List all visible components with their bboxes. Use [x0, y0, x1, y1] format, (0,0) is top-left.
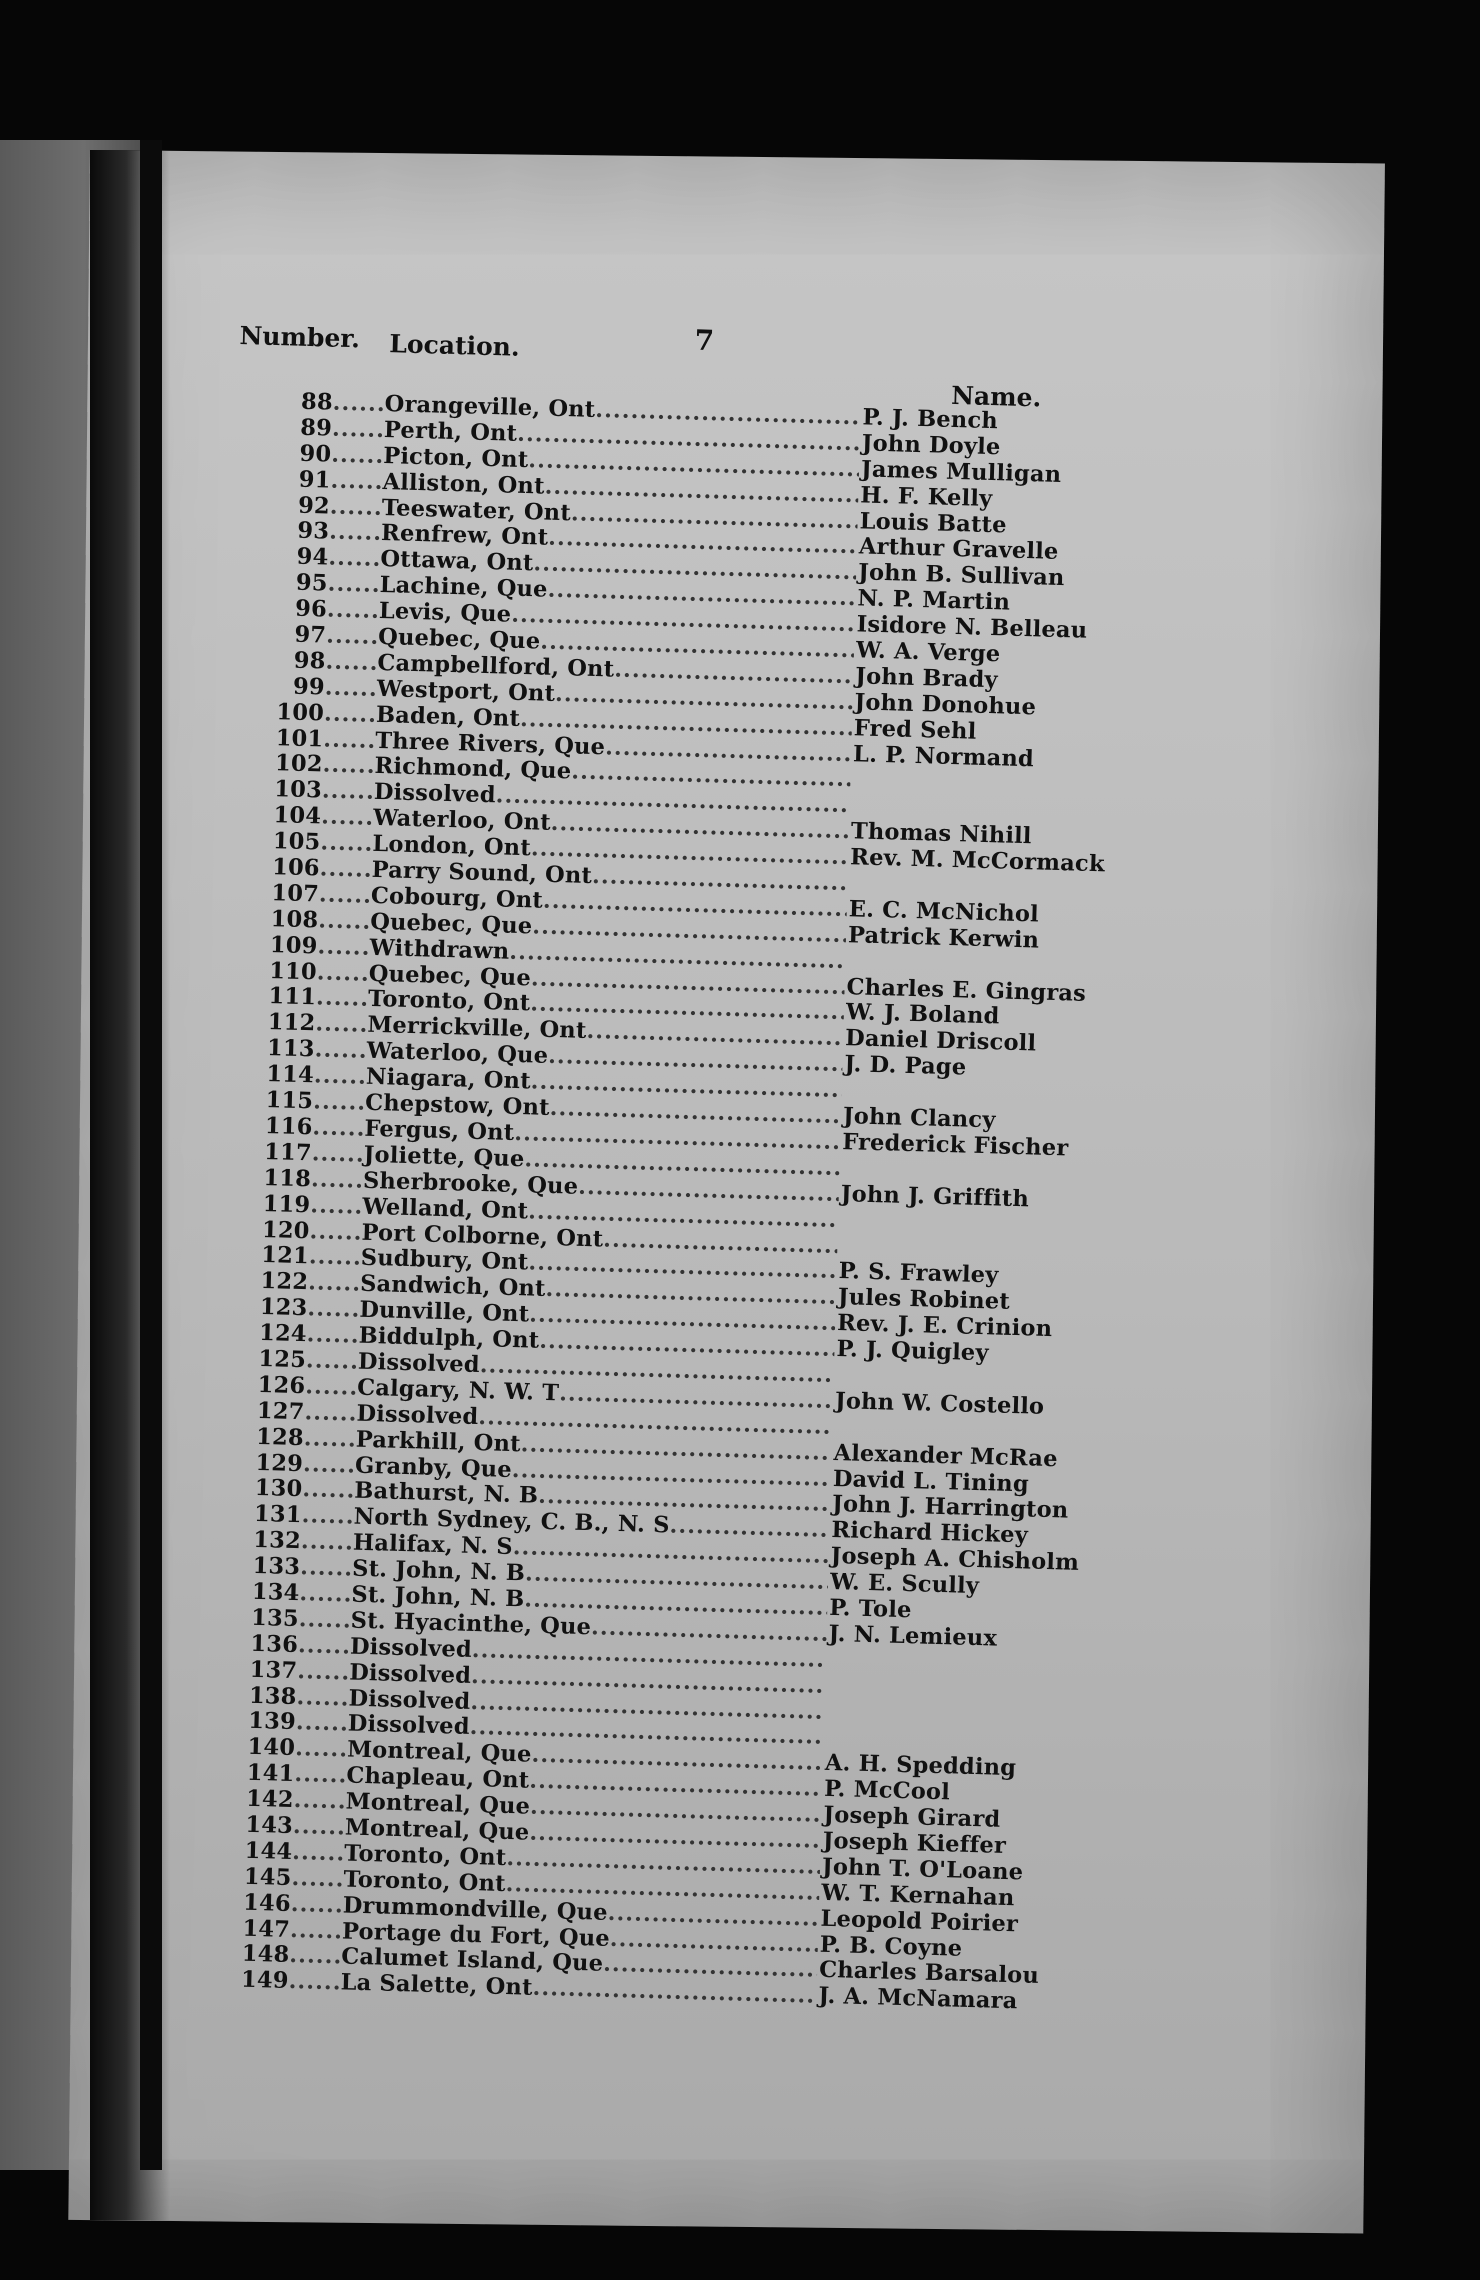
row-name: Leopold Poirier	[820, 1905, 1019, 1937]
row-name: W. E. Scully	[829, 1569, 980, 1600]
row-location: St. John, N. B	[351, 1581, 525, 1613]
leader-dots	[320, 830, 373, 857]
leader-dots	[304, 1399, 357, 1426]
row-location: Port Colborne, Ont	[361, 1219, 604, 1252]
row-location: Renfrew, Ont	[380, 520, 549, 552]
leader-dots	[301, 1502, 354, 1529]
row-location: Calgary, N. W. T	[356, 1374, 560, 1407]
leader-dots	[317, 933, 370, 960]
row-location: Waterloo, Ont	[372, 805, 552, 837]
row-number: 122	[260, 1268, 309, 1296]
row-number: 136	[250, 1630, 299, 1658]
leader-dots	[293, 1813, 346, 1840]
row-location: Halifax, N. S	[352, 1529, 514, 1561]
leader-dots	[296, 1710, 349, 1737]
row-number: 90	[299, 440, 332, 468]
row-location: Toronto, Ont	[343, 1840, 507, 1871]
row-location: Sudbury, Ont	[360, 1245, 529, 1276]
row-number: 93	[297, 518, 330, 545]
row-number: 99	[292, 673, 326, 701]
row-location: London, Ont	[372, 831, 532, 862]
leader-dots	[323, 726, 376, 753]
leader-dots	[313, 1088, 366, 1115]
row-name: N. P. Martin	[857, 585, 1011, 616]
row-name: John J. Griffith	[840, 1180, 1030, 1213]
row-number: 147	[242, 1915, 291, 1943]
row-location: Dissolved	[347, 1710, 471, 1741]
row-number: 91	[298, 466, 331, 494]
row-location: Withdrawn	[369, 934, 510, 965]
leader-dots	[312, 1114, 365, 1141]
row-name: John Doyle	[861, 430, 1001, 461]
row-location: Dissolved	[373, 779, 497, 809]
leader-dots	[309, 1244, 362, 1271]
row-location: Campbellford, Ont	[377, 649, 615, 683]
row-number: 135	[250, 1604, 300, 1632]
book-spine	[140, 140, 162, 2170]
row-location: St. John, N. B	[351, 1555, 526, 1587]
row-name: Charles E. Gingras	[846, 973, 1087, 1007]
row-name: Joseph A. Chisholm	[830, 1543, 1080, 1577]
leader-dots	[293, 1787, 346, 1814]
row-number: 146	[242, 1889, 292, 1917]
row-location: Chepstow, Ont	[364, 1089, 551, 1121]
row-number: 95	[295, 569, 329, 597]
leader-dots	[290, 1891, 343, 1918]
row-name: Louis Batte	[859, 507, 1008, 539]
leader-dots	[326, 623, 379, 650]
leader-dots	[322, 752, 375, 779]
row-location: Chapleau, Ont	[346, 1762, 530, 1794]
row-location: Granby, Que	[354, 1452, 513, 1483]
leader-dots	[329, 519, 382, 546]
row-name: P. B. Coyne	[819, 1931, 963, 1962]
leader-dots	[302, 1477, 355, 1504]
leader-dots	[324, 700, 377, 727]
row-location: Toronto, Ont	[367, 986, 531, 1017]
row-location: Dissolved	[348, 1659, 472, 1689]
row-location: Dissolved	[349, 1633, 473, 1663]
row-location: Montreal, Que	[344, 1814, 530, 1846]
row-number: 126	[257, 1371, 306, 1400]
row-number: 97	[294, 621, 327, 649]
row-name: John Clancy	[842, 1103, 996, 1134]
row-name: P. J. Quigley	[836, 1336, 990, 1367]
row-name: James Mulligan	[860, 456, 1062, 488]
row-location: Westport, Ont	[376, 675, 556, 707]
row-number: 119	[262, 1190, 311, 1218]
leader-dots	[332, 390, 385, 417]
page-number: 7	[694, 323, 715, 358]
row-name: P. McCool	[823, 1776, 951, 1806]
leader-dots	[321, 804, 374, 831]
leader-dots	[291, 1865, 344, 1892]
row-number: 108	[270, 905, 319, 934]
row-number: 121	[260, 1242, 310, 1270]
row-number: 115	[265, 1087, 314, 1115]
row-location: Toronto, Ont	[343, 1866, 507, 1897]
row-number: 141	[246, 1759, 295, 1788]
leader-dots	[310, 1192, 363, 1219]
row-number: 124	[258, 1319, 308, 1348]
leader-dots	[301, 1528, 354, 1555]
leader-dots	[311, 1166, 364, 1193]
leader-dots	[306, 1321, 359, 1348]
leader-dots	[289, 1942, 342, 1969]
row-name: Arthur Gravelle	[858, 533, 1059, 566]
row-location: Richmond, Que	[374, 753, 572, 785]
leader-dots	[318, 907, 371, 934]
leader-dots	[288, 1968, 341, 1995]
row-location: Dissolved	[356, 1400, 479, 1430]
header-number: Number.	[239, 320, 361, 354]
leader-dots	[292, 1839, 345, 1866]
row-number: 88	[300, 388, 334, 416]
leader-dots	[331, 441, 384, 468]
row-location: Teeswater, Ont	[381, 494, 572, 526]
leader-dots	[329, 493, 382, 520]
row-name: J. D. Page	[844, 1051, 967, 1081]
row-number: 89	[299, 414, 333, 442]
row-location: Welland, Ont	[361, 1193, 529, 1224]
row-number: 144	[244, 1837, 293, 1865]
row-number: 143	[245, 1811, 294, 1840]
row-location: Dunville, Ont	[359, 1296, 530, 1328]
row-location: Ottawa, Ont	[380, 546, 534, 577]
leader-dots	[319, 855, 372, 882]
row-location: Biddulph, Ont	[358, 1322, 540, 1354]
leader-dots	[316, 985, 369, 1012]
row-location: Parry Sound, Ont	[371, 856, 593, 890]
leader-dots	[299, 1580, 352, 1607]
row-location: Alliston, Ont	[382, 468, 546, 500]
leader-dots	[295, 1735, 348, 1762]
directory-list	[158, 386, 1162, 2017]
row-name: Thomas Nihill	[850, 818, 1032, 850]
row-number: 98	[293, 647, 326, 675]
row-location: Sandwich, Ont	[359, 1270, 546, 1303]
row-location: North Sydney, C. B., N. S	[353, 1503, 670, 1539]
row-number: 101	[275, 724, 324, 753]
row-name: Rev. M. McCormack	[849, 844, 1106, 878]
row-name: J. N. Lemieux	[828, 1620, 998, 1652]
row-name: P. S. Frawley	[838, 1258, 999, 1289]
row-name: Joseph Girard	[823, 1801, 1001, 1833]
leader-dots	[314, 1037, 367, 1064]
row-location: Baden, Ont	[375, 701, 521, 732]
row-location: St. Hyacinthe, Que	[350, 1607, 592, 1641]
row-number: 111	[268, 983, 317, 1011]
row-number: 92	[297, 492, 331, 520]
row-number: 129	[255, 1449, 304, 1477]
row-name: Alexander McRae	[833, 1439, 1059, 1472]
row-name: Joseph Kieffer	[822, 1827, 1007, 1859]
header-name: Name.	[950, 380, 1042, 413]
row-location: Picton, Ont	[382, 442, 529, 473]
leader-dots	[296, 1684, 349, 1711]
leader-dots	[303, 1425, 356, 1452]
row-number: 107	[271, 880, 320, 908]
leader-dots	[298, 1632, 351, 1659]
leader-dots	[307, 1295, 360, 1322]
leader-dots	[319, 881, 372, 908]
row-name: W. T. Kernahan	[820, 1879, 1015, 1911]
leader-dots	[294, 1761, 347, 1788]
row-number: 128	[255, 1423, 305, 1451]
row-location: Niagara, Ont	[365, 1063, 532, 1095]
row-number: 120	[261, 1216, 310, 1244]
row-number: 112	[267, 1009, 316, 1037]
leader-dots	[303, 1451, 356, 1478]
row-number: 114	[266, 1061, 315, 1089]
row-number: 140	[247, 1734, 296, 1762]
row-number: 133	[252, 1552, 301, 1581]
row-number: 131	[253, 1501, 303, 1529]
row-number: 94	[296, 544, 329, 571]
leader-dots	[290, 1917, 343, 1944]
row-number: 149	[240, 1966, 290, 1995]
row-location: Calumet Island, Que	[340, 1943, 604, 1978]
row-location: Lachine, Que	[379, 572, 548, 603]
leader-dots	[316, 959, 369, 986]
row-name: Frederick Fischer	[841, 1129, 1069, 1162]
row-location: Three Rivers, Que	[374, 727, 606, 760]
row-location: Quebec, Que	[369, 908, 533, 940]
leader-dots	[309, 1218, 362, 1245]
row-location: Quebec, Que	[377, 623, 541, 655]
row-number: 105	[272, 828, 321, 856]
row-number: 109	[269, 931, 318, 960]
leader-dots	[322, 778, 375, 805]
row-location: Perth, Ont	[383, 416, 518, 447]
row-name: A. H. Spedding	[824, 1750, 1017, 1782]
leader-dots	[311, 1140, 364, 1167]
row-number: 125	[258, 1345, 307, 1374]
row-location: Parkhill, Ont	[355, 1426, 522, 1457]
row-location: Merrickville, Ont	[367, 1012, 587, 1045]
row-location: Levis, Que	[378, 598, 512, 628]
leader-dots	[308, 1270, 361, 1297]
row-name: H. F. Kelly	[860, 482, 993, 512]
leader-dots	[330, 467, 383, 494]
header-location: Location.	[389, 329, 521, 362]
row-name: Patrick Kerwin	[847, 922, 1040, 954]
leader-dots	[297, 1658, 350, 1685]
row-number: 116	[264, 1112, 313, 1141]
leader-dots	[327, 597, 380, 624]
row-name: John T. O'Loane	[821, 1853, 1024, 1886]
row-location: Dissolved	[348, 1685, 471, 1715]
row-number: 148	[241, 1941, 290, 1969]
row-number: 130	[254, 1475, 303, 1503]
row-name: Rev. J. E. Crinion	[836, 1310, 1053, 1343]
row-name: John B. Sullivan	[857, 559, 1065, 592]
row-number: 110	[268, 957, 318, 985]
row-number: 102	[274, 750, 323, 778]
row-location: Cobourg, Ont	[370, 882, 544, 914]
leader-dots	[300, 1554, 353, 1581]
row-number: 117	[263, 1138, 313, 1167]
row-name: J. A. McNamara	[818, 1983, 1018, 2015]
directory-page	[156, 320, 1165, 2106]
row-number: 145	[243, 1863, 292, 1891]
leader-dots	[298, 1606, 351, 1633]
row-location: Orangeville, Ont	[384, 391, 596, 423]
row-name: P. Tole	[828, 1594, 912, 1624]
row-location: La Salette, Ont	[340, 1969, 533, 2002]
row-name: Jules Robinet	[837, 1284, 1011, 1316]
row-name: Fred Sehl	[853, 714, 977, 745]
leader-dots	[327, 571, 380, 598]
row-number: 103	[273, 776, 323, 804]
leader-dots	[306, 1347, 359, 1374]
row-number: 139	[247, 1708, 297, 1736]
row-name: W. A. Verge	[855, 637, 1001, 668]
leader-dots	[324, 674, 377, 701]
leader-dots	[315, 1011, 368, 1038]
row-name: Richard Hickey	[831, 1517, 1029, 1549]
row-location: Portage du Fort, Que	[341, 1918, 611, 1952]
row-number: 96	[294, 595, 328, 623]
row-number: 138	[248, 1682, 297, 1710]
row-number: 104	[273, 802, 322, 830]
row-number: 142	[245, 1785, 295, 1814]
leader-dots	[314, 1062, 367, 1089]
row-number: 134	[251, 1578, 300, 1607]
row-location: Joliette, Que	[363, 1141, 525, 1173]
row-name: John Donohue	[854, 689, 1037, 721]
row-number: 113	[266, 1035, 316, 1063]
row-number: 127	[256, 1397, 305, 1425]
leader-dots	[328, 545, 381, 572]
row-number: 106	[271, 854, 321, 882]
row-name: Charles Barsalou	[818, 1957, 1040, 1990]
row-location: Fergus, Ont	[364, 1115, 515, 1146]
row-number: 100	[276, 698, 325, 727]
row-location: Quebec, Que	[368, 960, 532, 991]
row-number: 137	[249, 1656, 298, 1684]
row-name: David L. Tining	[832, 1465, 1030, 1497]
row-location: Dissolved	[357, 1348, 481, 1379]
leader-dots	[325, 648, 378, 675]
row-name: L. P. Normand	[852, 740, 1035, 772]
row-name: Isidore N. Belleau	[856, 611, 1088, 644]
row-location: Drummondville, Que	[342, 1892, 609, 1926]
row-name: E. C. McNichol	[848, 896, 1040, 928]
row-name: John W. Costello	[834, 1387, 1045, 1420]
row-location: Waterloo, Que	[366, 1038, 549, 1070]
leader-dots	[305, 1373, 358, 1400]
row-number: 118	[263, 1164, 312, 1193]
row-name: John Brady	[854, 663, 999, 694]
row-name: John J. Harrington	[831, 1491, 1069, 1524]
row-location: Bathurst, N. B	[353, 1478, 539, 1510]
row-name: P. J. Bench	[862, 404, 999, 435]
row-name: Daniel Driscoll	[844, 1025, 1037, 1057]
row-location: Sherbrooke, Que	[362, 1167, 579, 1200]
leader-dots	[332, 415, 385, 442]
row-number: 123	[259, 1294, 308, 1322]
row-location: Montreal, Que	[345, 1788, 531, 1820]
row-location: Montreal, Que	[346, 1736, 532, 1768]
row-number: 132	[253, 1527, 302, 1555]
row-name: W. J. Boland	[845, 999, 1000, 1030]
